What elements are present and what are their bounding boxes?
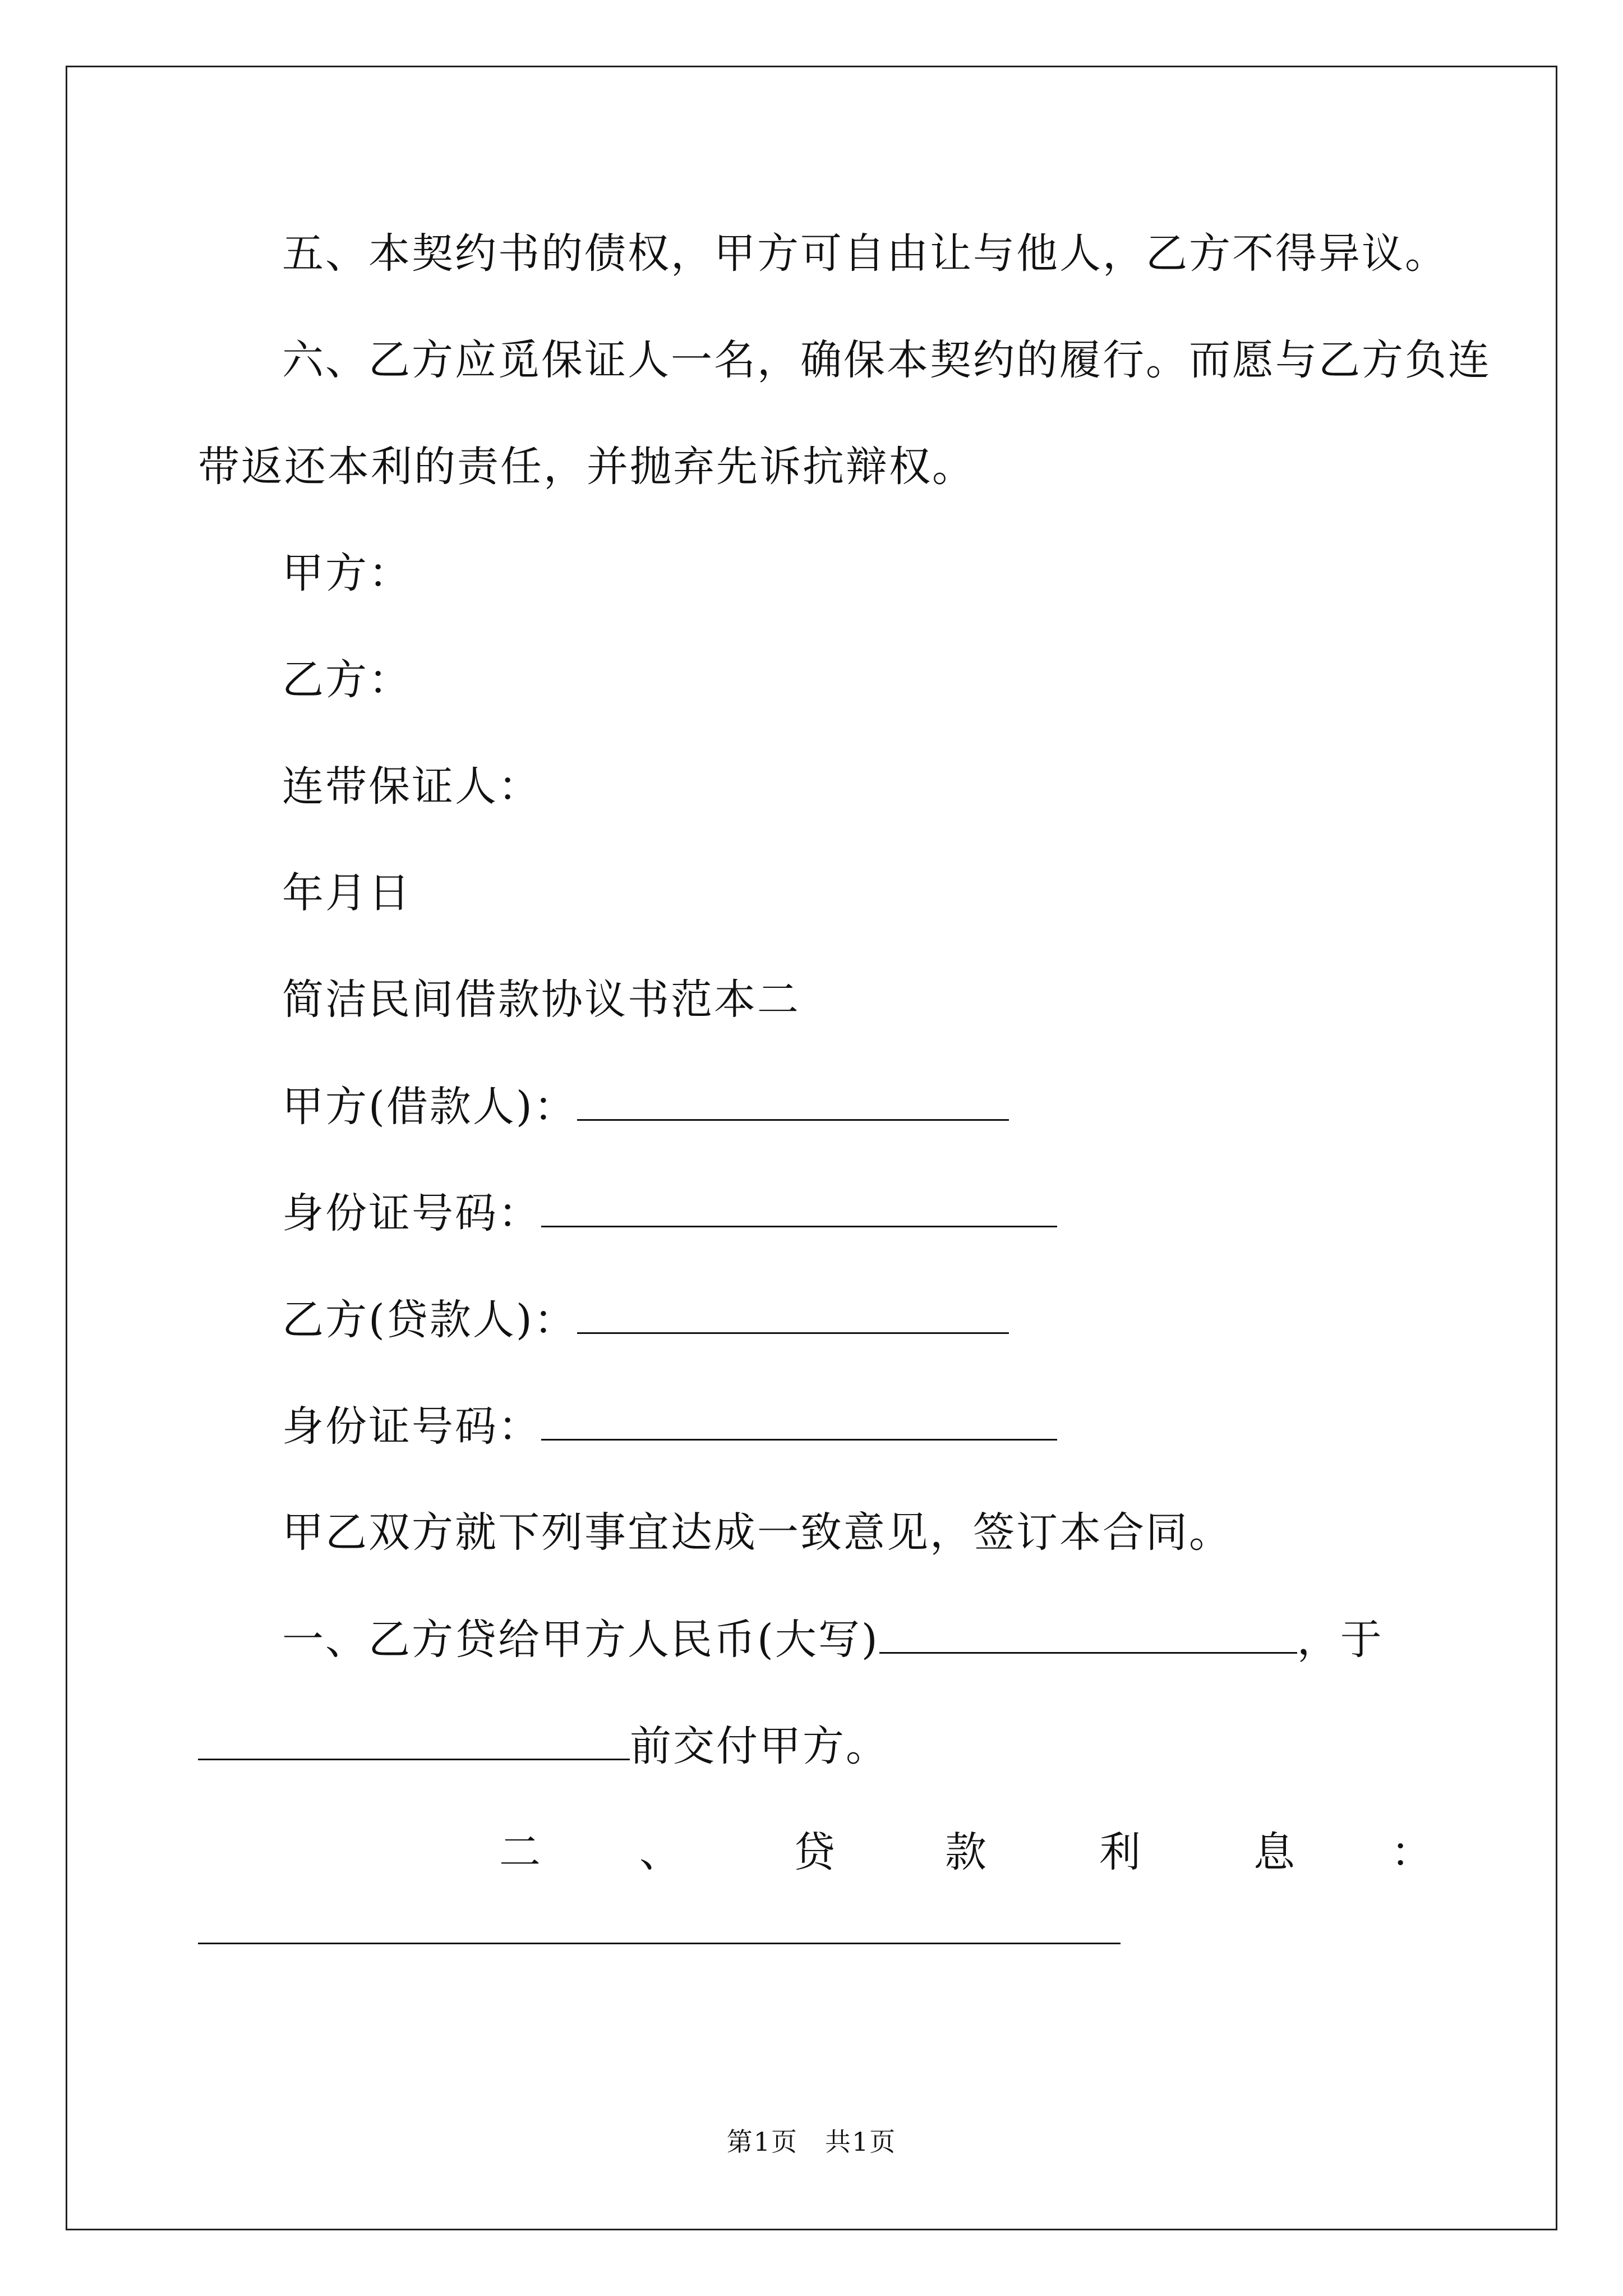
party-b-signature: 乙方：	[282, 656, 412, 704]
borrower-field	[282, 1083, 1009, 1131]
delivery-date-blank	[198, 1725, 630, 1760]
lender-field	[282, 1296, 1009, 1344]
lender-id-field	[282, 1402, 1057, 1451]
clause-1-line-1	[282, 1616, 1384, 1664]
clause-5: 五、本契约书的债权，甲方可自由让与他人，乙方不得异议。	[282, 229, 1448, 278]
page-border	[66, 66, 1557, 2230]
clause-2-char: ：	[1391, 1828, 1432, 1876]
clause-2-char: 贷	[794, 1828, 835, 1876]
lender-blank	[577, 1299, 1009, 1334]
clause-6-line-1: 六、乙方应觅保证人一名，确保本契约的履行。而愿与乙方负连	[282, 336, 1491, 384]
borrower-id-label: 身份证号码：	[282, 1189, 541, 1237]
borrower-id-blank	[541, 1192, 1057, 1227]
lender-id-blank	[541, 1405, 1057, 1441]
clause-2-char: 息	[1253, 1828, 1295, 1876]
page-footer: 第1页 共1页	[726, 2127, 897, 2157]
lender-label: 乙方(贷款人)：	[282, 1296, 577, 1344]
lender-id-label: 身份证号码：	[282, 1402, 541, 1451]
clause-1-conj: ，于	[1297, 1616, 1384, 1664]
party-a-signature: 甲方：	[282, 549, 412, 597]
template-2-title: 简洁民间借款协议书范本二	[282, 976, 800, 1024]
interest-blank	[198, 1943, 1121, 1944]
clause-1-line-2	[198, 1722, 889, 1770]
clause-2-char: 、	[639, 1828, 681, 1876]
borrower-label: 甲方(借款人)：	[282, 1083, 577, 1131]
clause-1-tail: 前交付甲方。	[630, 1722, 889, 1770]
clause-2-char: 利	[1099, 1828, 1141, 1876]
clause-2-char: 款	[945, 1828, 986, 1876]
clause-1-text: 一、乙方贷给甲方人民币(大写)	[282, 1616, 879, 1664]
borrower-blank	[577, 1085, 1009, 1121]
signature-date: 年月日	[282, 869, 412, 917]
borrower-id-field	[282, 1189, 1057, 1237]
loan-amount-blank	[879, 1618, 1297, 1654]
clause-2-char: 二	[499, 1828, 541, 1876]
clause-6-line-2: 带返还本利的责任，并抛弃先诉抗辩权。	[198, 443, 975, 491]
guarantor-signature: 连带保证人：	[282, 762, 541, 811]
agreement-intro: 甲乙双方就下列事宜达成一致意见，签订本合同。	[282, 1508, 1232, 1557]
